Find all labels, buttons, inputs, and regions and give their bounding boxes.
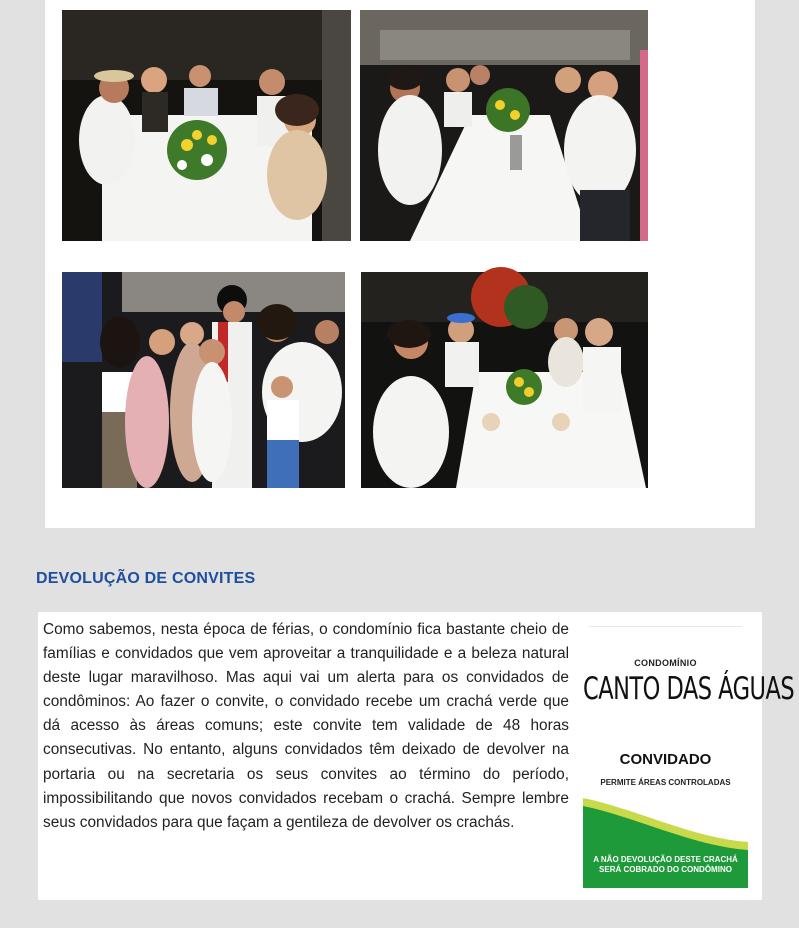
badge-warning bbox=[583, 855, 748, 875]
article-body: Como sabemos, nesta época de férias, o condomínio fica bastante cheio de famílias e convidados que vem aproveitar a tranquilidade e a beleza natural deste lugar maravilhoso. Mas aqui vai um alerta para os convidados de condôminos: Ao fazer o convite, o convidado recebe um crachá verde que dá acesso às áreas comuns; este convite tem validade de 48 horas consecutivas. No entanto, alguns convidados têm deixado de devolver na portaria ou na secretaria os seus convites ao término do período, impossibilitando que novos convidados recebam o crachá. Sempre lembre seus convidados para que façam a gentileza de devolver os crachás. bbox=[43, 621, 569, 831]
badge-warning-line1: A NÃO DEVOLUÇÃO DESTE CRACHÁ bbox=[593, 855, 738, 864]
badge-top-line bbox=[589, 626, 742, 627]
party-photo-1[interactable] bbox=[62, 10, 351, 241]
photo-icon bbox=[62, 10, 351, 241]
badge-permit-text: PERMITE ÁREAS CONTROLADAS bbox=[600, 778, 731, 787]
section-title: DEVOLUÇÃO DE CONVITES bbox=[36, 570, 256, 587]
party-photo-4[interactable] bbox=[361, 272, 648, 488]
badge-title: CONVIDADO bbox=[619, 751, 712, 768]
badge-subtitle: CONDOMÍNIO bbox=[634, 658, 697, 668]
badge-warning-line2: SERÁ COBRADO DO CONDÔMINO bbox=[599, 865, 732, 874]
article-panel bbox=[38, 612, 795, 900]
guest-badge-image bbox=[583, 626, 795, 888]
party-photo-3[interactable] bbox=[62, 272, 345, 488]
badge-logo: CANTO DAS ÁGUAS bbox=[583, 670, 795, 707]
photo-icon bbox=[361, 272, 648, 488]
photo-icon bbox=[62, 272, 345, 488]
party-photo-2[interactable] bbox=[360, 10, 648, 241]
photo-icon bbox=[360, 10, 648, 241]
